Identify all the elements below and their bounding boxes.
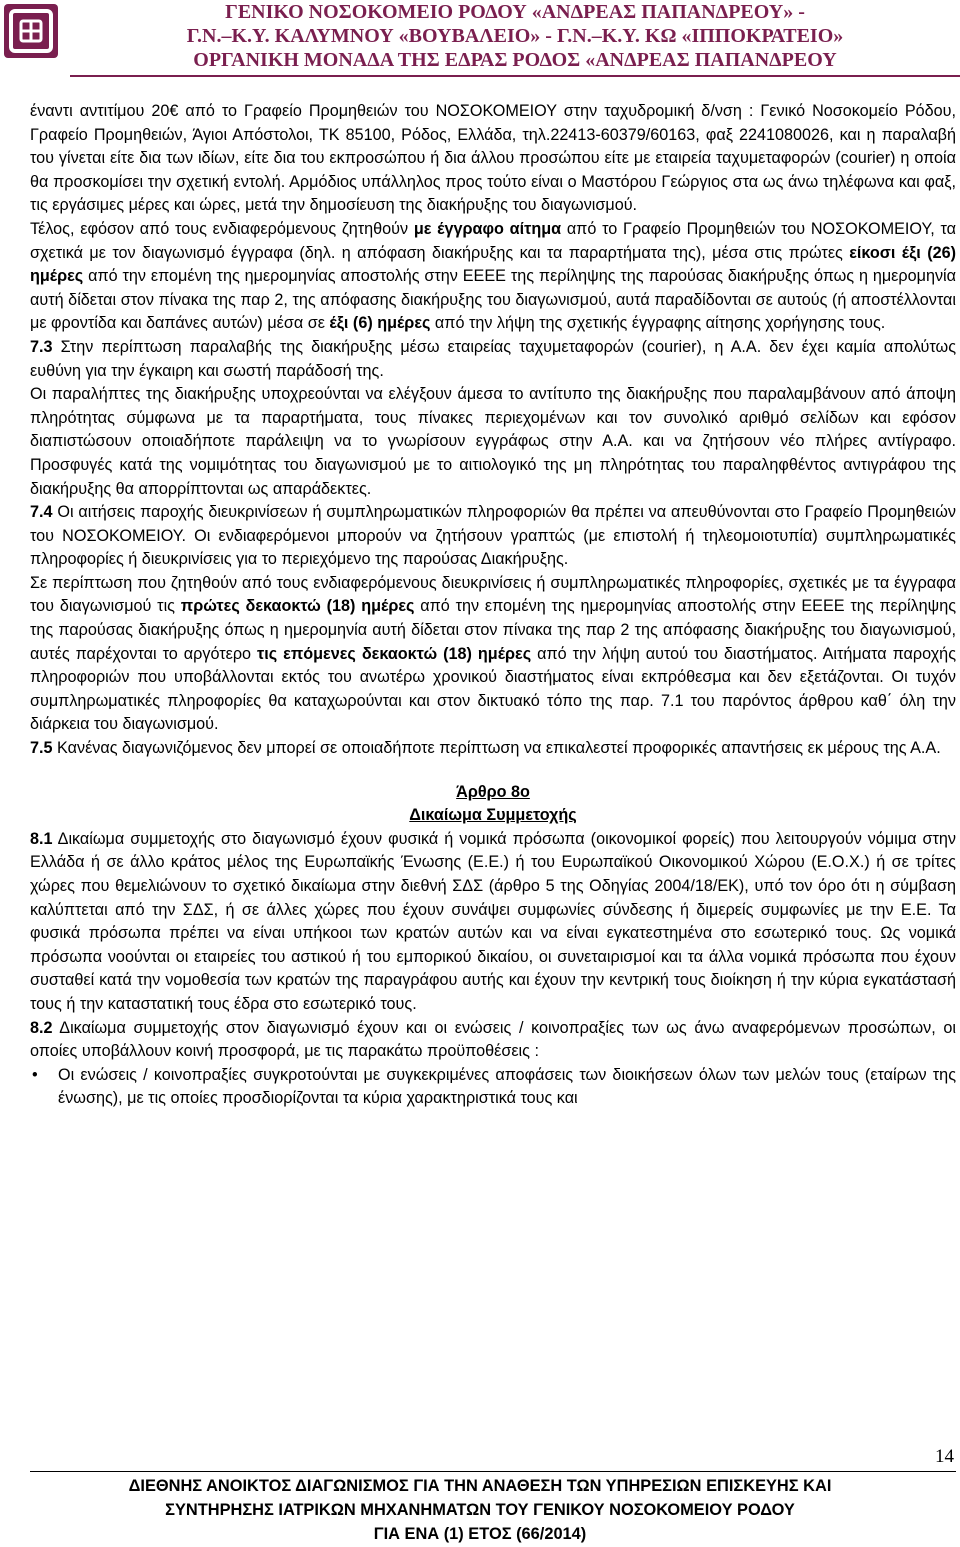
text-run: Δικαίωμα συμμετοχής στον διαγωνισμό έχουν και οι ενώσεις / κοινοπραξίες των ως άνω αναφερόμενων προσώπων, οι οποίες υποβάλλουν κοινή προσφορά, με τις παρακάτω προϋποθέσεις : bbox=[30, 1018, 956, 1061]
paragraph-7-3 bbox=[30, 336, 956, 383]
bullet-item bbox=[30, 1064, 956, 1111]
section-number: 7.5 bbox=[30, 739, 53, 758]
text-run: Τέλος, εφόσον από τους ενδιαφερόμενους ζητηθούν bbox=[30, 219, 414, 238]
paragraph-7-5 bbox=[30, 737, 956, 761]
text-run: από την επομένη της ημερομηνίας αποστολής στην ΕΕΕΕ της περίληψης της παρούσας διακήρυξης όπως η ημερομηνία αυτή δίδεται στον πίνακα της παρ 2, της απόφασης διακήρυξης του διαγωνισμού, αυτά παραδίδονται σε αυτούς (ή αποστέλλονται με φροντίδα και δαπάνες αυτών) μέσα σε bbox=[30, 267, 956, 333]
spacer bbox=[30, 761, 956, 781]
header-divider bbox=[70, 75, 960, 77]
bold-run: είκοσι έξι (26) ημέρες bbox=[30, 243, 957, 286]
bold-run: έξι (6) ημέρες bbox=[329, 314, 431, 333]
text-run: από την λήψη αυτού του διαστήματος. Αιτήματα παροχής πληροφοριών που υποβάλλονται εκτός του ανωτέρω χρονικού διαστήματος είναι εκπρόθεσμα και δεν εξετάζονται. Οι τυχόν συμπληρωματικές πληροφορίες θα καταχωρούνται και στον δικτυακό τόπο της παρ. 7.1 του παρόντος άρθρου καθ΄ όλη την διάρκεια του διαγωνισμού. bbox=[30, 644, 956, 734]
text-run: Δικαίωμα συμμετοχής στο διαγωνισμό έχουν φυσικά ή νομικά πρόσωπα (οικονομικοί φορείς) που λειτουργούν νόμιμα στην Ελλάδα ή σε άλλο κράτος μέλος της Ευρωπαϊκής Ένωσης (Ε.Ε.) ή του Ευρωπαϊκού Οικονομικού Χώρου (Ε.Ο.Χ.) ή σε τρίτες χώρες που θεμελιώνουν το σχετικό δικαίωμα στην διεθνή ΣΔΣ (άρθρο 5 της Οδηγίας 2004/18/ΕΚ), υπό τον όρο ότι η σύμβαση καλύπτεται από την ΣΔΣ, ή σε άλλες χώρες που έχουν συνάψει συμφωνίες σύνδεσης ή διμερείς συμφωνίες με την Ε.Ε. Τα φυσικά πρόσωπα πρέπει να είναι υπήκοοι των κρατών αυτών και να είναι εγκατεστημένα στο εσωτερικό τους. Ως νομικά πρόσωπα νοούνται οι εταιρείες του αστικού ή του εμπορικού δικαίου, οι συνεταιρισμοί και τα άλλα νομικά πρόσωπα που έχουν συσταθεί κατά την νομοθεσία των κρατών της παραγράφου αυτής και έχουν την κεντρική τους διοίκηση ή την κύρια εγκατάστασή τους ή την καταστατική τους έδρα στο εσωτερικό τους. bbox=[30, 829, 956, 1013]
bold-run: με έγγραφο αίτημα bbox=[413, 219, 562, 238]
text-run: από την λήψη της σχετικής έγγραφης αίτησης χορήγησης τους. bbox=[430, 314, 886, 333]
paragraph-recipients: Οι παραλήπτες της διακήρυξης υποχρεούνται να ελέγξουν άμεσα το αντίτυπο της διακήρυξης που παραλαμβάνουν από άποψη πληρότητας σύμφωνα με τα παραρτήματα, τους πίνακες περιεχομένων και τον συνολικό αριθμό σελίδων και εφόσον διαπιστώσουν οποιαδήποτε παράλειψη να το γνωρίσουν εγγράφως στην Α.Α. και να ζητήσουν νέο πλήρες αντίγραφο. Προσφυγές κατά της νομιμότητας του διαγωνισμού με το αιτιολογικό της μη πληρότητας του παραληφθέντος αντιγράφου της διακήρυξης θα απορρίπτονται ως απαράδεκτες. bbox=[30, 385, 956, 498]
text-run: από την επομένη της ημερομηνίας αποστολής στην ΕΕΕΕ της περίληψης της παρούσας διακήρυξης όπως η ημερομηνία αυτή δίδεται στον πίνακα της παρ 2 της απόφασης διακήρυξης του διαγωνισμού, αυτές παρέχονται το αργότερο bbox=[30, 597, 956, 663]
paragraph-7-4 bbox=[30, 501, 956, 572]
section-number: 8.1 bbox=[30, 829, 53, 848]
bullet-text: Οι ενώσεις / κοινοπραξίες συγκροτούνται με συγκεκριμένες αποφάσεις των διοικήσεων όλων των μελών τους (εταίρων της ένωσης), με τις οποίες προσδιορίζονται τα κύρια χαρακτηριστικά τους και bbox=[58, 1065, 956, 1108]
article-title-text: Άρθρο 8ο bbox=[456, 782, 530, 801]
footer-line-1: ΔΙΕΘΝΗΣ ΑΝΟΙΚΤΟΣ ΔΙΑΓΩΝΙΣΜΟΣ ΓΙΑ ΤΗΝ ΑΝΑΘΕΣΗ ΤΩΝ ΥΠΗΡΕΣΙΩΝ ΕΠΙΣΚΕΥΗΣ ΚΑΙ bbox=[128, 1477, 832, 1495]
footer-line-3: ΓΙΑ ΕΝΑ (1) ΕΤΟΣ (66/2014) bbox=[373, 1525, 587, 1543]
article-subtitle-text: Δικαίωμα Συμμετοχής bbox=[409, 806, 577, 825]
paragraph-8-2 bbox=[30, 1017, 956, 1064]
document-header bbox=[0, 0, 960, 78]
text-run: Οι αιτήσεις παροχής διευκρινίσεων ή συμπληρωματικών πληροφοριών θα πρέπει να απευθύνονται στο Γραφείο Προμηθειών του ΝΟΣΟΚΟΜΕΙΟΥ. Οι ενδιαφερόμενοι μπορούν να ζητήσουν γραπτώς (με επιστολή ή τηλεομοιοτυπία) συμπληρωματικές πληροφορίες ή διευκρινίσεις για το περιεχόμενο της παρούσας Διακήρυξης. bbox=[30, 503, 956, 569]
section-number: 7.3 bbox=[30, 337, 53, 356]
section-number: 8.2 bbox=[30, 1018, 53, 1037]
text-run: Στην περίπτωση παραλαβής της διακήρυξης μέσω εταιρείας ταχυμεταφορών (courier), η Α.Α. δεν έχει καμία απολύτως ευθύνη για την έγκαιρη και σωστή παράδοσή της. bbox=[30, 337, 956, 380]
text-run: από το Γραφείο Προμηθειών του ΝΟΣΟΚΟΜΕΙΟΥ, τα σχετικά με τον διαγωνισμό έγγραφα (δηλ. η απόφαση διακήρυξης και τα παραρτήματα της), μέσα στις πρώτες bbox=[30, 219, 956, 262]
article-title bbox=[30, 781, 956, 805]
footer-line-2: ΣΥΝΤΗΡΗΣΗΣ ΙΑΤΡΙΚΩΝ ΜΗΧΑΝΗΜΑΤΩΝ ΤΟΥ ΓΕΝΙΚΟΥ ΝΟΣΟΚΟΜΕΙΟΥ ΡΟΔΟΥ bbox=[165, 1501, 795, 1519]
text-run: Κανένας διαγωνιζόμενος δεν μπορεί σε οποιαδήποτε περίπτωση να επικαλεστεί προφορικές απαντήσεις εκ μέρους της Α.Α. bbox=[52, 739, 941, 758]
footer-divider bbox=[30, 1471, 956, 1472]
page-number: 14 bbox=[935, 1446, 954, 1467]
section-number: 7.4 bbox=[30, 503, 53, 522]
bold-run: τις επόμενες δεκαοκτώ (18) ημέρες bbox=[257, 644, 532, 663]
paragraph-2 bbox=[30, 218, 956, 336]
document-body bbox=[30, 100, 956, 1111]
header-line-3: ΟΡΓΑΝΙΚΗ ΜΟΝΑΔΑ ΤΗΣ ΕΔΡΑΣ ΡΟΔΟΣ «ΑΝΔΡΕΑΣ ΠΑΠΑΝΔΡΕΟΥ bbox=[193, 49, 837, 71]
article-subtitle bbox=[30, 804, 956, 828]
hospital-logo-icon bbox=[4, 4, 58, 58]
paragraph-8-1 bbox=[30, 828, 956, 1017]
document-footer bbox=[0, 1474, 960, 1546]
bold-run: πρώτες δεκαοκτώ (18) ημέρες bbox=[180, 597, 415, 616]
text-run: Σε περίπτωση που ζητηθούν από τους ενδιαφερόμενους διευκρινίσεις ή συμπληρωματικές πληροφορίες, σχετικές με τα έγγραφα του διαγωνισμού τις bbox=[30, 573, 956, 616]
header-line-2: Γ.Ν.–Κ.Υ. ΚΑΛΥΜΝΟΥ «ΒΟΥΒΑΛΕΙΟ» - Γ.Ν.–Κ.Υ. ΚΩ «ΙΠΠΟΚΡΑΤΕΙΟ» bbox=[186, 25, 844, 47]
header-line-1: ΓΕΝΙΚΟ ΝΟΣΟΚΟΜΕΙΟ ΡΟΔΟΥ «ΑΝΔΡΕΑΣ ΠΑΠΑΝΔΡΕΟΥ» - bbox=[225, 1, 805, 23]
paragraph-1: έναντι αντιτίμου 20€ από το Γραφείο Προμηθειών του ΝΟΣΟΚΟΜΕΙΟΥ στην ταχυδρομική δ/νση : Γενικό Νοσοκομείο Ρόδου, Γραφείο Προμηθειών, Άγιοι Απόστολοι, ΤΚ 85100, Ρόδος, Ελλάδα, τηλ.22413-60379/60163, φαξ 2241080026, και η παραλαβή του γίνεται είτε δια των ιδίων, είτε δια του εκπροσώπου ή δια άλλου προσώπου είτε με εταιρεία ταχυμεταφορών (courier) η οποία θα προσκομίσει την σχετική εντολή. Αρμόδιος υπάλληλος προς τούτο είναι ο Μαστόρου Γεώργιος στα ως άνω τηλέφωνα και φαξ, τις εργάσιμες μέρες και ώρες, μετά την δημοσίευση της διακήρυξης του διαγωνισμού. bbox=[30, 102, 956, 215]
bullet-icon: • bbox=[32, 1065, 38, 1084]
paragraph-clarifications bbox=[30, 572, 956, 737]
